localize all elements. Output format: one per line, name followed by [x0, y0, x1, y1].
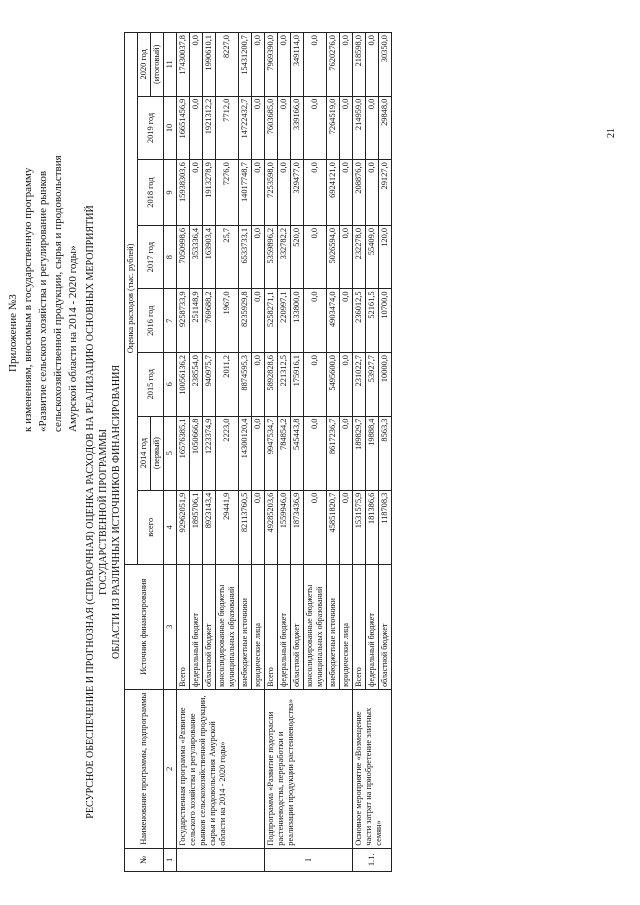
- column-number: 8: [164, 225, 177, 289]
- amount-cell: 0,0: [252, 225, 265, 289]
- amount-cell: 1559946,0: [278, 490, 291, 564]
- amount-cell: 133800,0: [291, 289, 304, 353]
- amount-cell: 7969390,0: [265, 33, 278, 97]
- amount-cell: 25,7: [216, 225, 239, 289]
- header-name: Наименование программы, подпрограммы: [125, 689, 164, 848]
- column-number: 5: [164, 416, 177, 490]
- amount-cell: 8563,3: [379, 416, 392, 490]
- amount-cell: 7620276,0: [327, 33, 340, 97]
- amount-cell: 82113760,5: [239, 490, 252, 564]
- amount-cell: 0,0: [340, 353, 353, 417]
- amount-cell: 14300120,4: [239, 416, 252, 490]
- column-number: 1: [164, 848, 177, 871]
- amount-cell: 1050666,8: [190, 416, 203, 490]
- amount-cell: 0,0: [190, 96, 203, 160]
- amount-cell: 218598,0: [353, 33, 366, 97]
- amount-cell: 545443,8: [291, 416, 304, 490]
- amount-cell: 181386,6: [366, 490, 379, 564]
- column-number: 4: [164, 490, 177, 564]
- program-name: Подпрограмма «Развитие подотрасли растениеводства, переработки и реализации продукции растениеводства»: [265, 689, 353, 848]
- amount-cell: 15431200,7: [239, 33, 252, 97]
- amount-cell: 0,0: [252, 160, 265, 226]
- amount-cell: 236012,5: [353, 289, 366, 353]
- amount-cell: 0,0: [190, 160, 203, 226]
- amount-cell: 1921312,2: [203, 96, 216, 160]
- amount-cell: 8923143,4: [203, 490, 216, 564]
- amount-cell: 55409,0: [366, 225, 379, 289]
- amount-cell: 14017748,7: [239, 160, 252, 226]
- funding-source: федеральный бюджет: [278, 564, 291, 689]
- amount-cell: 15938303,6: [177, 160, 190, 226]
- header-year-2014-note: (первый): [151, 416, 164, 490]
- funding-source: внебюджетные источники: [239, 564, 252, 689]
- column-number: 6: [164, 353, 177, 417]
- amount-cell: 0,0: [304, 490, 327, 564]
- amount-cell: 238554,0: [190, 353, 203, 417]
- appendix-line: к изменениям, вносимым в государственную программу: [22, 167, 34, 432]
- amount-cell: 0,0: [366, 96, 379, 160]
- amount-cell: 53927,7: [366, 353, 379, 417]
- amount-cell: 19888,4: [366, 416, 379, 490]
- header-year-2014: 2014 год: [138, 416, 151, 490]
- table-body: [177, 33, 392, 872]
- appendix-line: сельскохозяйственной продукции, сырья и продовольствия: [52, 155, 64, 432]
- amount-cell: 6533733,1: [239, 225, 252, 289]
- amount-cell: 7050998,6: [177, 225, 190, 289]
- header-estimate: Оценка расходов (тыс. рублей): [125, 33, 138, 565]
- column-number: 3: [164, 564, 177, 689]
- header-year-2020: 2020 год: [138, 33, 151, 97]
- amount-cell: 9258733,9: [177, 289, 190, 353]
- amount-cell: 49285203,6: [265, 490, 278, 564]
- amount-cell: 10056136,2: [177, 353, 190, 417]
- page-number: 21: [606, 128, 617, 138]
- column-number: 10: [164, 96, 177, 160]
- amount-cell: 940975,7: [203, 353, 216, 417]
- funding-source: областной бюджет: [203, 564, 216, 689]
- table-row: [265, 33, 278, 872]
- table-row: [353, 33, 366, 872]
- header-year-2015: 2015 год: [138, 353, 164, 417]
- amount-cell: 220997,1: [278, 289, 291, 353]
- amount-cell: 8227,0: [216, 33, 239, 97]
- amount-cell: 0,0: [366, 160, 379, 226]
- amount-cell: 1967,0: [216, 289, 239, 353]
- amount-cell: 332782,2: [278, 225, 291, 289]
- appendix-header: [6, 32, 81, 432]
- funding-source: Всего: [177, 564, 190, 689]
- amount-cell: 8235929,8: [239, 289, 252, 353]
- amount-cell: 45851820,7: [327, 490, 340, 564]
- header-year-2016: 2016 год: [138, 289, 164, 353]
- amount-cell: 14722432,7: [239, 96, 252, 160]
- amount-cell: 353336,4: [190, 225, 203, 289]
- row-number: [177, 848, 265, 871]
- funding-source: федеральный бюджет: [190, 564, 203, 689]
- amount-cell: 0,0: [278, 160, 291, 226]
- funding-source: областной бюджет: [291, 564, 304, 689]
- column-number: 2: [164, 689, 177, 848]
- amount-cell: 16651456,9: [177, 96, 190, 160]
- amount-cell: 0,0: [304, 353, 327, 417]
- amount-cell: 10700,0: [379, 289, 392, 353]
- expense-table: [124, 32, 392, 872]
- amount-cell: 0,0: [304, 289, 327, 353]
- program-name: Государственная программа «Развитие сельского хозяйства и регулирование рынков сельскохозяйственной продукции, сырья и продовольствия Амурской области на 2014 - 2020 годы»: [177, 689, 265, 848]
- column-number: 11: [164, 33, 177, 97]
- funding-source: юридические лица: [340, 564, 353, 689]
- amount-cell: 231022,7: [353, 353, 366, 417]
- amount-cell: 29127,0: [379, 160, 392, 226]
- amount-cell: 769688,2: [203, 289, 216, 353]
- header-year-2019: 2019 год: [138, 96, 164, 160]
- header-no: №: [125, 848, 164, 871]
- table-row: [177, 33, 190, 872]
- funding-source: областной бюджет: [379, 564, 392, 689]
- column-number-row: [164, 33, 177, 872]
- amount-cell: 0,0: [340, 416, 353, 490]
- amount-cell: 120,0: [379, 225, 392, 289]
- amount-cell: 10000,0: [379, 353, 392, 417]
- amount-cell: 0,0: [252, 289, 265, 353]
- amount-cell: 5495600,0: [327, 353, 340, 417]
- amount-cell: 0,0: [252, 490, 265, 564]
- amount-cell: 7276,0: [216, 160, 239, 226]
- amount-cell: 784854,2: [278, 416, 291, 490]
- amount-cell: 1895706,1: [190, 490, 203, 564]
- funding-source: федеральный бюджет: [366, 564, 379, 689]
- amount-cell: 0,0: [278, 96, 291, 160]
- amount-cell: 16576385,1: [177, 416, 190, 490]
- amount-cell: 0,0: [304, 33, 327, 97]
- amount-cell: 0,0: [252, 416, 265, 490]
- amount-cell: 1223374,9: [203, 416, 216, 490]
- appendix-title: Приложение №3: [7, 294, 19, 372]
- funding-source: Всего: [265, 564, 278, 689]
- amount-cell: 0,0: [252, 33, 265, 97]
- amount-cell: 0,0: [278, 33, 291, 97]
- header-year-2017: 2017 год: [138, 225, 164, 289]
- amount-cell: 339166,0: [291, 96, 304, 160]
- amount-cell: 163903,4: [203, 225, 216, 289]
- amount-cell: 0,0: [340, 490, 353, 564]
- amount-cell: 0,0: [340, 96, 353, 160]
- funding-source: внебюджетные источники: [327, 564, 340, 689]
- amount-cell: 1873436,9: [291, 490, 304, 564]
- funding-source: юридические лица: [252, 564, 265, 689]
- funding-source: консолидированные бюджеты муниципальных образований: [304, 564, 327, 689]
- amount-cell: 5026594,0: [327, 225, 340, 289]
- column-number: 7: [164, 289, 177, 353]
- amount-cell: 175916,1: [291, 353, 304, 417]
- amount-cell: 0,0: [304, 416, 327, 490]
- amount-cell: 5258271,1: [265, 289, 278, 353]
- amount-cell: 0,0: [340, 33, 353, 97]
- appendix-line: «Развитие сельского хозяйства и регулирование рынков: [37, 170, 49, 432]
- amount-cell: 329477,0: [291, 160, 304, 226]
- header-year-2020-note: (итоговый): [151, 33, 164, 97]
- amount-cell: 214959,0: [353, 96, 366, 160]
- amount-cell: 92962051,9: [177, 490, 190, 564]
- amount-cell: 0,0: [304, 96, 327, 160]
- row-number: I: [265, 848, 353, 871]
- amount-cell: 4903474,0: [327, 289, 340, 353]
- amount-cell: 6924121,0: [327, 160, 340, 226]
- amount-cell: 7603685,0: [265, 96, 278, 160]
- amount-cell: 17430037,8: [177, 33, 190, 97]
- appendix-line: Амурской области на 2014 - 2020 годы»: [67, 245, 79, 432]
- amount-cell: 2011,2: [216, 353, 239, 417]
- header-source: Источник финансирования: [125, 564, 164, 689]
- document-title-line: ОБЛАСТИ ИЗ РАЗЛИЧНЫХ ИСТОЧНИКОВ ФИНАНСИРОВАНИЯ: [111, 365, 122, 659]
- program-name: Основное мероприятие «Возмещение части затрат на приобретение элитных семян»: [353, 689, 392, 848]
- amount-cell: 0,0: [340, 160, 353, 226]
- header-total: всего: [138, 490, 164, 564]
- amount-cell: 232278,0: [353, 225, 366, 289]
- funding-source: Всего: [353, 564, 366, 689]
- rotated-landscape-sheet: [6, 22, 634, 882]
- amount-cell: 5892828,6: [265, 353, 278, 417]
- amount-cell: 0,0: [252, 353, 265, 417]
- amount-cell: 29848,0: [379, 96, 392, 160]
- amount-cell: 1913278,9: [203, 160, 216, 226]
- amount-cell: 0,0: [304, 160, 327, 226]
- amount-cell: 2223,0: [216, 416, 239, 490]
- amount-cell: 1990610,1: [203, 33, 216, 97]
- amount-cell: 9947534,7: [265, 416, 278, 490]
- amount-cell: 30350,0: [379, 33, 392, 97]
- amount-cell: 1531575,9: [353, 490, 366, 564]
- amount-cell: 0,0: [366, 33, 379, 97]
- amount-cell: 5359896,2: [265, 225, 278, 289]
- column-number: 9: [164, 160, 177, 226]
- amount-cell: 29441,9: [216, 490, 239, 564]
- amount-cell: 208876,0: [353, 160, 366, 226]
- amount-cell: 8874595,3: [239, 353, 252, 417]
- amount-cell: 189829,7: [353, 416, 366, 490]
- amount-cell: 0,0: [340, 289, 353, 353]
- amount-cell: 0,0: [304, 225, 327, 289]
- amount-cell: 0,0: [340, 225, 353, 289]
- amount-cell: 221312,5: [278, 353, 291, 417]
- document-title-line: РЕСУРСНОЕ ОБЕСПЕЧЕНИЕ И ПРОГНОЗНАЯ (СПРАВОЧНАЯ) ОЦЕНКА РАСХОДОВ НА РЕАЛИЗАЦИЮ ОСНОВНЫХ МЕРОПРИЯТИЙ ГОСУДАРСТВЕННОЙ ПРОГРАММЫ: [85, 205, 109, 819]
- row-number: 1.1.: [353, 848, 392, 871]
- header-year-2018: 2018 год: [138, 160, 164, 226]
- funding-source: консолидированные бюджеты муниципальных образований: [216, 564, 239, 689]
- amount-cell: 7712,0: [216, 96, 239, 160]
- document-title: [84, 162, 123, 862]
- amount-cell: 52161,5: [366, 289, 379, 353]
- amount-cell: 0,0: [252, 96, 265, 160]
- amount-cell: 8617236,7: [327, 416, 340, 490]
- amount-cell: 251148,9: [190, 289, 203, 353]
- amount-cell: 7253598,0: [265, 160, 278, 226]
- amount-cell: 7264519,0: [327, 96, 340, 160]
- amount-cell: 118708,3: [379, 490, 392, 564]
- amount-cell: 0,0: [190, 33, 203, 97]
- amount-cell: 520,0: [291, 225, 304, 289]
- amount-cell: 349114,0: [291, 33, 304, 97]
